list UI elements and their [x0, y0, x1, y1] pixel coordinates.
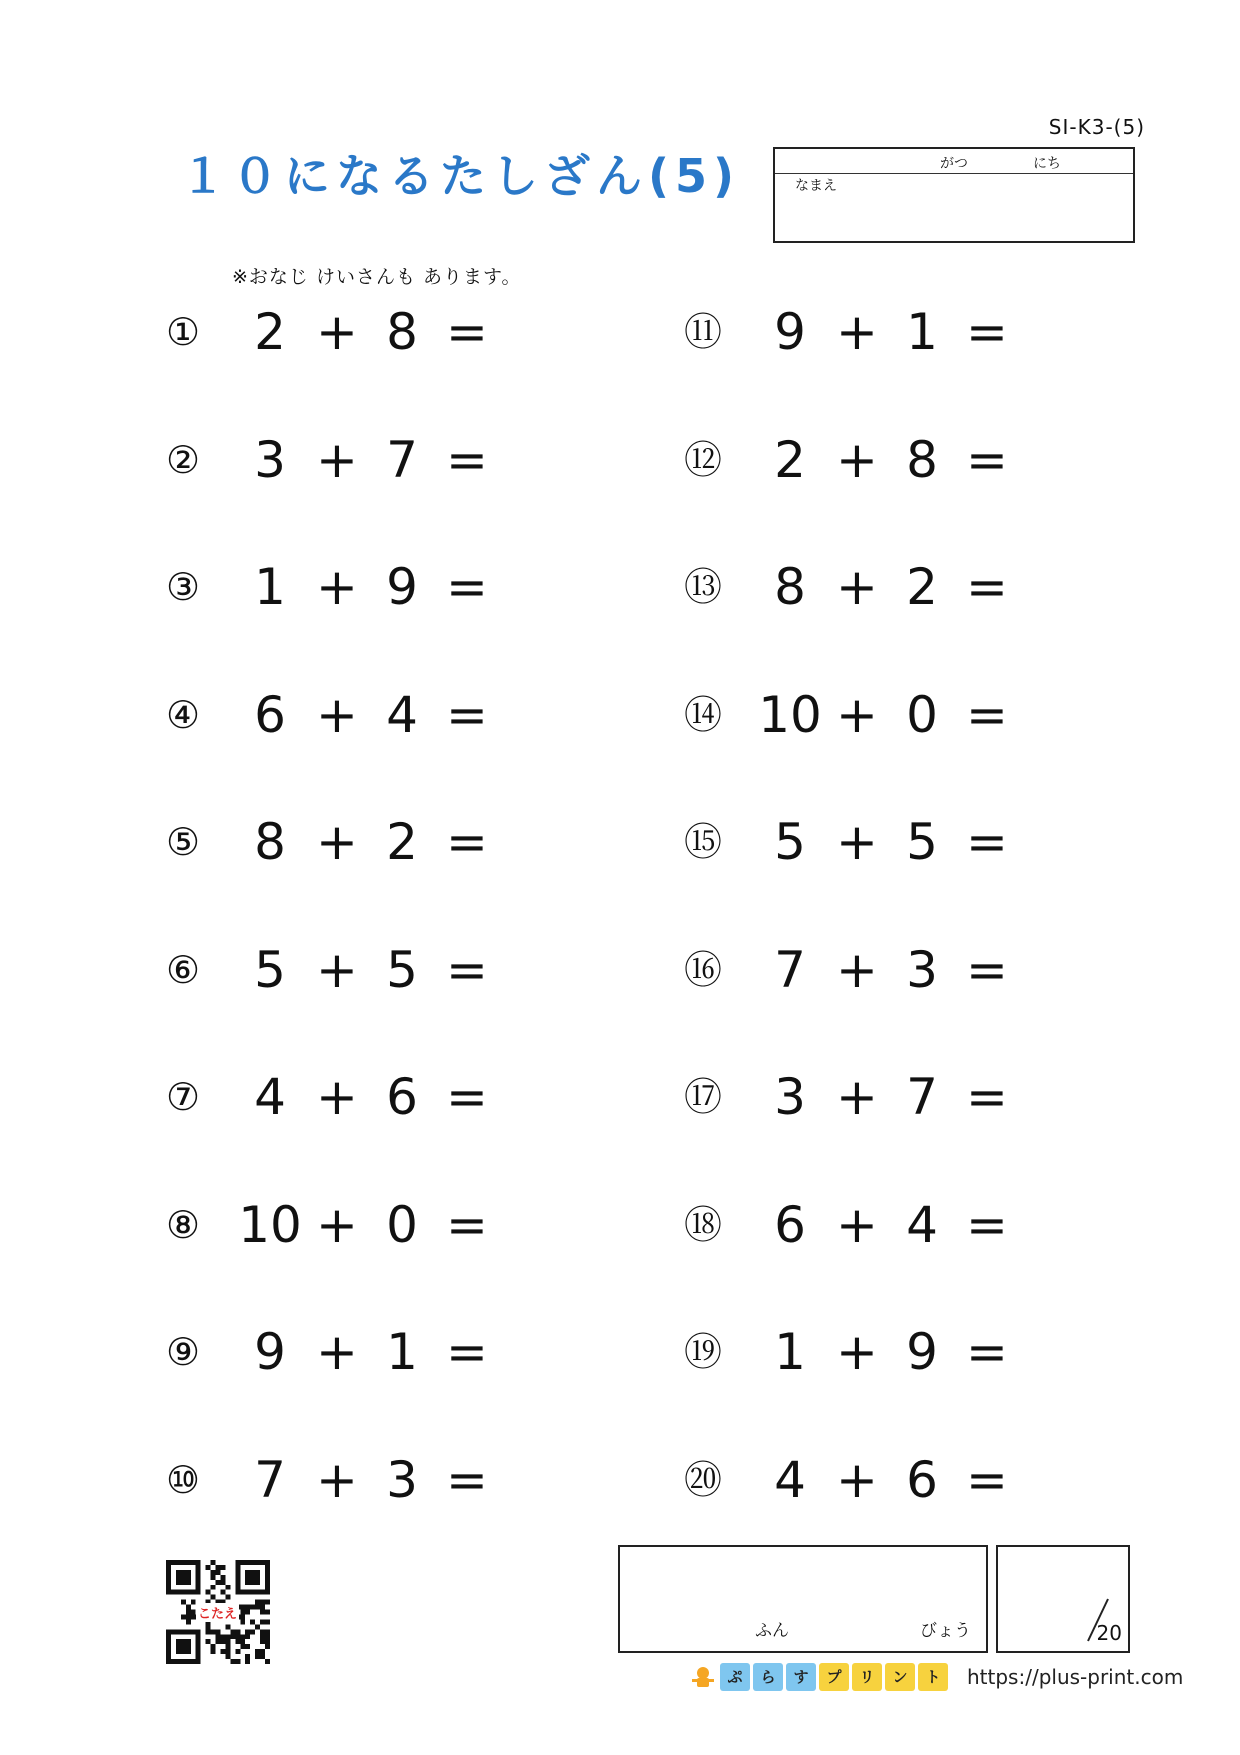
plus-sign: +	[316, 1450, 358, 1509]
equals-sign: =	[966, 1195, 1008, 1254]
month-label: がつ	[940, 156, 968, 172]
addend-b: 7	[906, 1068, 938, 1126]
brand-logo-icon	[690, 1664, 716, 1690]
score-box	[996, 1545, 1130, 1653]
addend-b: 5	[906, 813, 938, 871]
addend-b: 2	[386, 813, 418, 871]
addend-b: 8	[386, 303, 418, 361]
equals-sign: =	[446, 1195, 488, 1254]
addend-b: 4	[386, 685, 418, 744]
addend-a: 6	[774, 1195, 806, 1254]
day-label: にち	[1033, 156, 1061, 172]
addend-a: 10	[238, 1195, 302, 1254]
problem-number: ⑯	[683, 947, 722, 992]
equals-sign: =	[966, 558, 1008, 616]
qr-answer-label: こたえ	[196, 1603, 239, 1622]
problem-number: ⑧	[165, 1202, 201, 1247]
plus-sign: +	[316, 940, 358, 999]
plus-sign: +	[836, 813, 878, 871]
brand-char: ト	[918, 1663, 948, 1691]
addend-a: 4	[774, 1450, 806, 1509]
equals-sign: =	[446, 1450, 488, 1509]
problem-number: ⑫	[683, 437, 722, 482]
addend-a: 6	[254, 685, 286, 744]
addend-a: 7	[254, 1450, 286, 1509]
addend-b: 3	[906, 940, 938, 999]
minutes-label: ふん	[755, 1621, 789, 1641]
problem-number: ②	[165, 437, 201, 482]
plus-sign: +	[836, 430, 878, 489]
equals-sign: =	[446, 558, 488, 616]
equals-sign: =	[966, 1323, 1008, 1381]
plus-sign: +	[836, 940, 878, 999]
equals-sign: =	[966, 813, 1008, 871]
problem-number: ④	[165, 692, 201, 737]
addend-a: 1	[254, 558, 286, 616]
addend-a: 3	[254, 430, 286, 489]
problem-number: ⑮	[683, 820, 722, 864]
equals-sign: =	[966, 1068, 1008, 1126]
addend-b: 4	[906, 1195, 938, 1254]
plus-sign: +	[836, 303, 878, 361]
problem-number: ⑱	[683, 1202, 722, 1247]
equals-sign: =	[446, 940, 488, 999]
brand-char: プ	[819, 1663, 849, 1691]
date-row	[775, 149, 1133, 174]
plus-sign: +	[836, 1323, 878, 1381]
plus-sign: +	[316, 1195, 358, 1254]
plus-sign: +	[316, 813, 358, 871]
problem-number: ⑤	[165, 820, 201, 864]
plus-sign: +	[316, 558, 358, 616]
plus-sign: +	[836, 1195, 878, 1254]
addend-b: 6	[906, 1450, 938, 1509]
equals-sign: =	[446, 303, 488, 361]
problem-number: ⑳	[683, 1457, 722, 1502]
problem-number: ⑪	[683, 310, 722, 354]
addend-a: 10	[758, 685, 822, 744]
problem-number: ⑲	[683, 1330, 722, 1374]
addend-b: 8	[906, 430, 938, 489]
addend-a: 1	[774, 1323, 806, 1381]
equals-sign: =	[446, 1323, 488, 1381]
site-url[interactable]: https://plus-print.com	[967, 1665, 1184, 1689]
problem-number: ⑩	[165, 1457, 201, 1502]
brand-footer	[690, 1660, 1183, 1694]
plus-sign: +	[316, 685, 358, 744]
addend-b: 9	[906, 1323, 938, 1381]
equals-sign: =	[446, 685, 488, 744]
addend-b: 5	[386, 940, 418, 999]
addend-a: 5	[774, 813, 806, 871]
addend-a: 8	[254, 813, 286, 871]
addend-a: 5	[254, 940, 286, 999]
addend-a: 3	[774, 1068, 806, 1126]
addend-b: 2	[906, 558, 938, 616]
addend-b: 0	[906, 685, 938, 744]
problem-number: ⑬	[683, 565, 722, 609]
brand-char: ン	[885, 1663, 915, 1691]
plus-sign: +	[316, 1323, 358, 1381]
addend-a: 2	[254, 303, 286, 361]
worksheet-code: SI-K3-(5)	[1048, 115, 1145, 139]
problem-number: ③	[165, 565, 201, 609]
score-total: 20	[1096, 1621, 1122, 1645]
plus-sign: +	[836, 1068, 878, 1126]
brand-name	[720, 1663, 951, 1691]
addend-a: 7	[774, 940, 806, 999]
plus-sign: +	[836, 1450, 878, 1509]
brand-char: す	[786, 1663, 816, 1691]
problem-number: ⑦	[165, 1075, 201, 1119]
seconds-label: びょう	[920, 1621, 971, 1641]
brand-char: リ	[852, 1663, 882, 1691]
plus-sign: +	[836, 558, 878, 616]
addend-a: 9	[254, 1323, 286, 1381]
brand-char: ら	[753, 1663, 783, 1691]
plus-sign: +	[836, 685, 878, 744]
equals-sign: =	[966, 940, 1008, 999]
note-text: ※おなじ けいさんも あります。	[232, 266, 522, 288]
equals-sign: =	[446, 813, 488, 871]
addend-b: 0	[386, 1195, 418, 1254]
addend-b: 7	[386, 430, 418, 489]
plus-sign: +	[316, 303, 358, 361]
brand-char: ぷ	[720, 1663, 750, 1691]
addend-a: 8	[774, 558, 806, 616]
problem-number: ⑨	[165, 1330, 201, 1374]
equals-sign: =	[966, 303, 1008, 361]
addend-b: 1	[906, 303, 938, 361]
addend-b: 1	[386, 1323, 418, 1381]
problem-number: ①	[165, 310, 201, 354]
problem-number: ⑭	[683, 692, 722, 737]
equals-sign: =	[966, 430, 1008, 489]
equals-sign: =	[966, 1450, 1008, 1509]
time-box	[618, 1545, 988, 1653]
name-date-box	[773, 147, 1135, 243]
page-title: １０になるたしざん(5)	[180, 149, 741, 203]
plus-sign: +	[316, 430, 358, 489]
addend-a: 4	[254, 1068, 286, 1126]
plus-sign: +	[316, 1068, 358, 1126]
problem-number: ⑥	[165, 947, 201, 992]
equals-sign: =	[966, 685, 1008, 744]
equals-sign: =	[446, 1068, 488, 1126]
addend-b: 3	[386, 1450, 418, 1509]
equals-sign: =	[446, 430, 488, 489]
addend-a: 2	[774, 430, 806, 489]
addend-a: 9	[774, 303, 806, 361]
addend-b: 9	[386, 558, 418, 616]
name-label: なまえ	[795, 178, 837, 194]
problem-number: ⑰	[683, 1075, 722, 1119]
addend-b: 6	[386, 1068, 418, 1126]
